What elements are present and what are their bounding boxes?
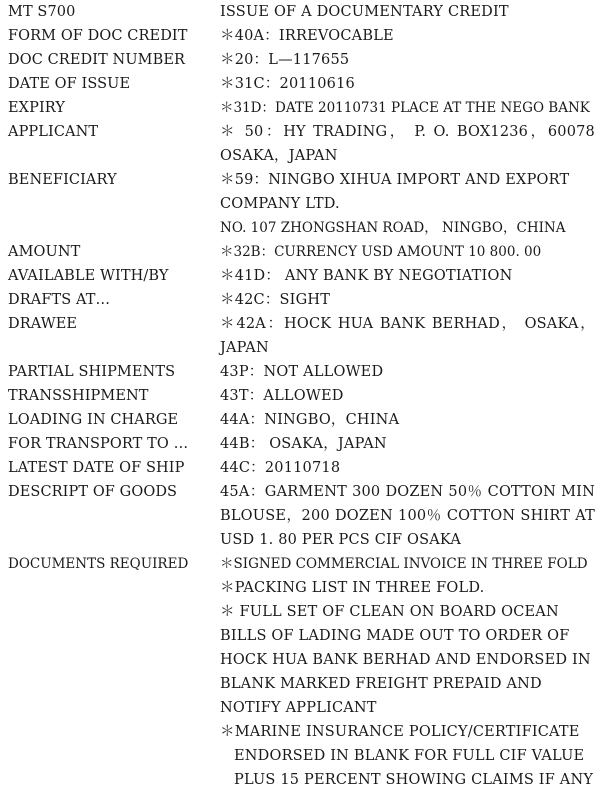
label-expiry: EXPIRY: [8, 100, 66, 116]
document-item: ＊PACKING LIST IN THREE FOLD.: [220, 580, 485, 596]
value-applicant: ＊ 50：HY TRADING， P. O. BOX1236，60078 OSAKA，JAPAN: [220, 124, 595, 164]
document-item: ＊SIGNED COMMERCIAL INVOICE IN THREE FOLD: [220, 556, 588, 572]
value-drafts: ＊42C：SIGHT: [220, 292, 331, 308]
label-loading: LOADING IN CHARGE: [8, 412, 179, 428]
row-transship: [0, 384, 607, 408]
document-item: ＊MARINE INSURANCE POLICY/CERTIFICATE: [220, 724, 580, 740]
label-drafts: DRAFTS AT…: [8, 292, 111, 308]
value-amount: ＊32B：CURRENCY USD AMOUNT 10 800. 00: [220, 244, 542, 260]
row-mt: [0, 0, 607, 24]
row-partial: [0, 360, 607, 384]
value-latest: 44C：20110718: [220, 460, 341, 476]
value-available: ＊41D： ANY BANK BY NEGOTIATION: [220, 268, 513, 284]
row-available: [0, 264, 607, 288]
row-beneficiary: [0, 168, 607, 240]
row-amount: [0, 240, 607, 264]
label-form: FORM OF DOC CREDIT: [8, 28, 188, 44]
value-documents: [220, 552, 595, 792]
row-latest: [0, 456, 607, 480]
value-drawee: ＊42A：HOCK HUA BANK BERHAD， OSAKA，JAPAN: [220, 316, 595, 356]
row-issue: [0, 72, 607, 96]
label-transport: FOR TRANSPORT TO …: [8, 436, 189, 452]
value-form: ＊40A：IRREVOCABLE: [220, 28, 394, 44]
row-form: [0, 24, 607, 48]
label-available: AVAILABLE WITH/BY: [8, 268, 169, 284]
row-expiry: [0, 96, 607, 120]
value-goods: 45A：GARMENT 300 DOZEN 50％ COTTON MIN BLOUSE，200 DOZEN 100％ COTTON SHIRT AT USD 1. 80 PER PCS CIF OSAKA: [220, 484, 595, 548]
label-amount: AMOUNT: [8, 244, 81, 260]
value-expiry: ＊31D：DATE 20110731 PLACE AT THE NEGO BANK: [220, 100, 590, 116]
label-documents: DOCUMENTS REQUIRED: [8, 556, 189, 572]
value-mt: ISSUE OF A DOCUMENTARY CREDIT: [220, 4, 509, 20]
label-beneficiary: BENEFICIARY: [8, 172, 117, 188]
row-goods: [0, 480, 607, 552]
value-partial: 43P：NOT ALLOWED: [220, 364, 384, 380]
beneficiary-address: NO. 107 ZHONGSHAN ROAD， NINGBO，CHINA: [220, 220, 566, 236]
row-loading: [0, 408, 607, 432]
label-latest: LATEST DATE OF SHIP: [8, 460, 185, 476]
row-transport: [0, 432, 607, 456]
value-transship: 43T：ALLOWED: [220, 388, 344, 404]
beneficiary-name: ＊59：NINGBO XIHUA IMPORT AND EXPORT COMPANY LTD.: [220, 172, 570, 212]
document-item: ENDORSED IN BLANK FOR FULL CIF VALUE PLUS 15 PERCENT SHOWING CLAIMS IF ANY: [234, 748, 594, 788]
label-drawee: DRAWEE: [8, 316, 78, 332]
label-number: DOC CREDIT NUMBER: [8, 52, 186, 68]
document-item: ＊ FULL SET OF CLEAN ON BOARD OCEAN BILLS OF LADING MADE OUT TO ORDER OF HOCK HUA BANK BERHAD AND ENDORSED IN BLANK MARKED FREIGHT PREPAID AND NOTIFY APPLICANT: [220, 604, 591, 716]
value-issue: ＊31C：20110616: [220, 76, 355, 92]
value-number: ＊20：L—117655: [220, 52, 350, 68]
row-applicant: [0, 120, 607, 168]
row-drawee: [0, 312, 607, 360]
label-transship: TRANSSHIPMENT: [8, 388, 149, 404]
label-issue: DATE OF ISSUE: [8, 76, 131, 92]
label-mt: MT S700: [8, 4, 76, 20]
label-partial: PARTIAL SHIPMENTS: [8, 364, 176, 380]
label-applicant: APPLICANT: [8, 124, 99, 140]
value-transport: 44B： OSAKA，JAPAN: [220, 436, 387, 452]
row-drafts: [0, 288, 607, 312]
value-beneficiary: [220, 168, 595, 240]
label-goods: DESCRIPT OF GOODS: [8, 484, 178, 500]
row-documents: [0, 552, 607, 792]
value-loading: 44A：NINGBO，CHINA: [220, 412, 400, 428]
row-number: [0, 48, 607, 72]
